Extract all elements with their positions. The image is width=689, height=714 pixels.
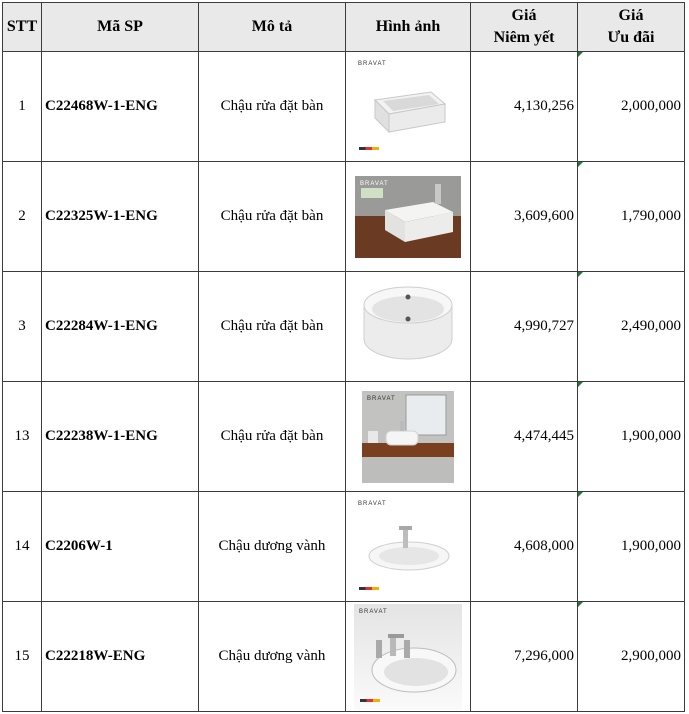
brand-logo: BRAVAT <box>360 180 389 187</box>
header-stt: STT <box>3 3 42 52</box>
cell-stt: 15 <box>3 602 42 712</box>
header-description: Mô tả <box>199 3 346 52</box>
cell-image <box>346 162 471 272</box>
cell-product-code: C22218W-ENG <box>42 602 199 712</box>
list-price-value: 7,296,000 <box>514 648 574 664</box>
header-product-code: Mã SP <box>42 3 199 52</box>
table-row <box>3 52 685 162</box>
color-swatch <box>359 587 379 590</box>
square-basin-on-counter-icon <box>355 176 461 258</box>
cell-image <box>346 382 471 492</box>
cell-description: Chậu rửa đặt bàn <box>199 162 346 272</box>
comment-indicator-icon <box>578 602 583 607</box>
color-swatch <box>359 147 379 150</box>
brand-logo: BRAVAT <box>367 395 396 402</box>
cell-image <box>346 602 471 712</box>
oval-drop-in-basin-icon <box>353 496 463 598</box>
cell-product-code: C2206W-1 <box>42 492 199 602</box>
cell-sale-price <box>578 602 685 712</box>
cell-product-code: C22468W-1-ENG <box>42 52 199 162</box>
header-list-price-line1: Giá <box>511 7 537 24</box>
cell-list-price <box>471 602 578 712</box>
sale-price-value: 2,490,000 <box>621 318 681 334</box>
oval-basin-with-faucet-icon <box>354 604 462 710</box>
sale-price-value: 2,000,000 <box>621 98 681 114</box>
sale-price-value: 2,900,000 <box>621 648 681 664</box>
cell-list-price <box>471 52 578 162</box>
table-row <box>3 602 685 712</box>
cell-list-price <box>471 492 578 602</box>
comment-indicator-icon <box>578 492 583 497</box>
table-row <box>3 382 685 492</box>
brand-logo: BRAVAT <box>358 500 387 507</box>
header-sale-price <box>578 3 685 52</box>
cell-stt: 14 <box>3 492 42 602</box>
cell-stt: 13 <box>3 382 42 492</box>
color-swatch <box>360 699 380 702</box>
sale-price-value: 1,790,000 <box>621 208 681 224</box>
table-row <box>3 272 685 382</box>
brand-logo: BRAVAT <box>358 60 387 67</box>
list-price-value: 4,130,256 <box>514 98 574 114</box>
cell-image <box>346 272 471 382</box>
round-basin-icon <box>356 277 460 377</box>
rectangular-basin-icon <box>353 56 463 158</box>
cell-list-price <box>471 162 578 272</box>
list-price-value: 4,608,000 <box>514 538 574 554</box>
list-price-value: 3,609,600 <box>514 208 574 224</box>
product-price-table <box>2 2 685 712</box>
cell-description: Chậu dương vành <box>199 492 346 602</box>
cell-stt: 2 <box>3 162 42 272</box>
cell-product-code: C22325W-1-ENG <box>42 162 199 272</box>
cell-description: Chậu rửa đặt bàn <box>199 272 346 382</box>
list-price-value: 4,990,727 <box>514 318 574 334</box>
table-row <box>3 492 685 602</box>
cell-sale-price <box>578 492 685 602</box>
header-list-price-line2: Niêm yết <box>493 29 555 46</box>
counter-basin-bathroom-icon <box>362 391 454 483</box>
list-price-value: 4,474,445 <box>514 428 574 444</box>
cell-image <box>346 52 471 162</box>
comment-indicator-icon <box>578 382 583 387</box>
brand-logo: BRAVAT <box>359 608 388 615</box>
cell-description: Chậu rửa đặt bàn <box>199 382 346 492</box>
cell-list-price <box>471 382 578 492</box>
sale-price-value: 1,900,000 <box>621 428 681 444</box>
cell-image <box>346 492 471 602</box>
cell-sale-price <box>578 272 685 382</box>
cell-stt: 1 <box>3 52 42 162</box>
table-header-row <box>3 3 685 52</box>
cell-list-price <box>471 272 578 382</box>
header-sale-price-line1: Giá <box>618 7 644 24</box>
cell-sale-price <box>578 162 685 272</box>
cell-sale-price <box>578 382 685 492</box>
cell-product-code: C22284W-1-ENG <box>42 272 199 382</box>
header-sale-price-line2: Ưu đãi <box>607 29 655 46</box>
comment-indicator-icon <box>578 162 583 167</box>
comment-indicator-icon <box>578 52 583 57</box>
cell-product-code: C22238W-1-ENG <box>42 382 199 492</box>
sale-price-value: 1,900,000 <box>621 538 681 554</box>
cell-description: Chậu dương vành <box>199 602 346 712</box>
cell-sale-price <box>578 52 685 162</box>
cell-description: Chậu rửa đặt bàn <box>199 52 346 162</box>
cell-stt: 3 <box>3 272 42 382</box>
header-image: Hình ảnh <box>346 3 471 52</box>
comment-indicator-icon <box>578 272 583 277</box>
header-list-price <box>471 3 578 52</box>
table-row <box>3 162 685 272</box>
